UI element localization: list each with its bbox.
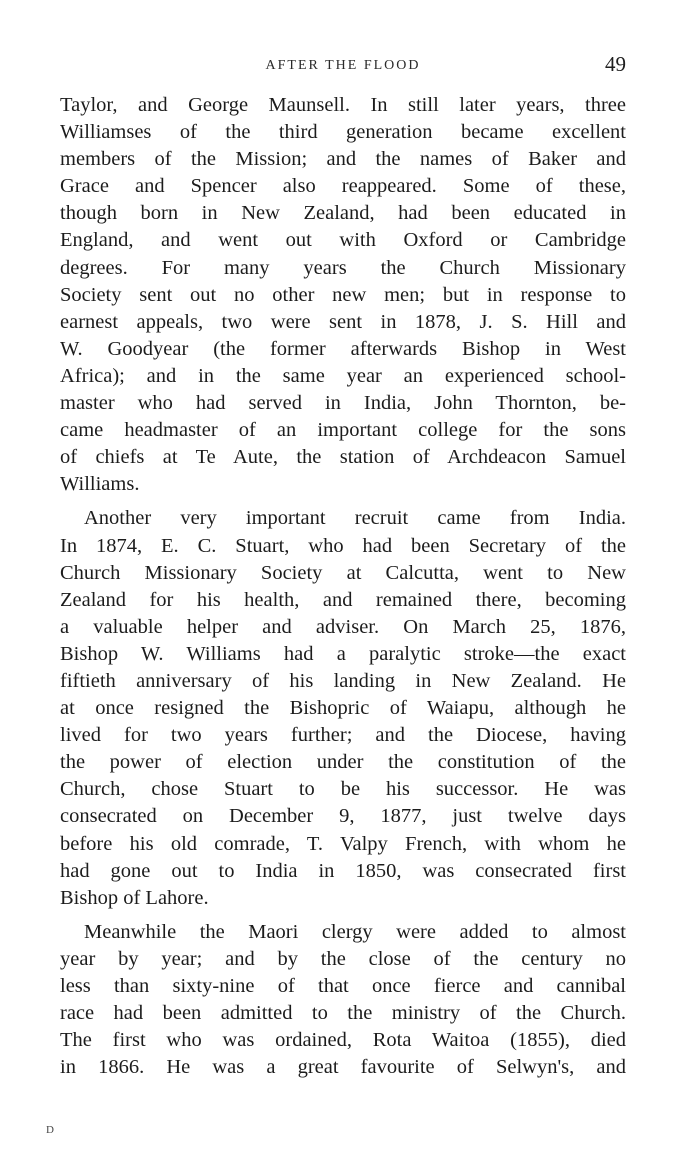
text-line: fiftieth anniversary of his landing in New Zealand. He <box>60 669 626 692</box>
text-line: Zealand for his health, and remained there, becoming <box>60 588 626 611</box>
text-line: Grace and Spencer also reappeared. Some of these, <box>60 175 626 198</box>
text-line: lived for two years further; and the Diocese, having <box>60 724 626 747</box>
text-line: Bishop W. Williams had a paralytic stroke—the exact <box>60 642 626 665</box>
text-line: the power of election under the constitution of the <box>60 751 626 774</box>
text-line: came headmaster of an important college for the sons <box>60 419 626 442</box>
text-line: England, and went out with Oxford or Cambridge <box>60 229 626 252</box>
page-number: 49 <box>605 52 626 76</box>
text-line: Society sent out no other new men; but in response to <box>60 283 626 306</box>
text-line: degrees. For many years the Church Missionary <box>60 256 626 279</box>
paragraph <box>60 505 626 911</box>
running-title: AFTER THE FLOOD <box>265 58 421 73</box>
running-head <box>60 52 626 82</box>
text-line: earnest appeals, two were sent in 1878, J. S. Hill and <box>60 310 626 333</box>
paragraph <box>60 919 626 1082</box>
text-line: Church Missionary Society at Calcutta, went to New <box>60 561 626 584</box>
text-line: Williamses of the third generation became excellent <box>60 121 626 144</box>
text-line: Meanwhile the Maori clergy were added to almost <box>84 920 626 943</box>
text-line: Church, chose Stuart to be his successor. He was <box>60 778 626 801</box>
text-line: Another very important recruit came from India. <box>84 507 626 530</box>
text-line: consecrated on December 9, 1877, just twelve days <box>60 805 626 828</box>
text-line: race had been admitted to the ministry of the Church. <box>60 1002 626 1025</box>
text-line: though born in New Zealand, had been educated in <box>60 202 626 225</box>
text-line: Africa); and in the same year an experienced school- <box>60 364 626 387</box>
text-line: master who had served in India, John Thornton, be- <box>60 392 626 415</box>
text-line: in 1866. He was a great favourite of Selwyn's, and <box>60 1056 626 1079</box>
text-line: Taylor, and George Maunsell. In still later years, three <box>60 94 626 116</box>
text-line: year by year; and by the close of the century no <box>60 947 626 970</box>
text-line: Williams. <box>60 473 140 496</box>
text-line: of chiefs at Te Aute, the station of Archdeacon Samuel <box>60 446 626 469</box>
paragraph-gap <box>60 498 626 505</box>
text-line: a valuable helper and adviser. On March 25, 1876, <box>60 615 626 638</box>
text-line: less than sixty-nine of that once fierce and cannibal <box>60 975 626 997</box>
body-text <box>60 92 626 1081</box>
text-line: members of the Mission; and the names of Baker and <box>60 148 626 171</box>
text-line: had gone out to India in 1850, was consecrated first <box>60 859 626 882</box>
text-line: W. Goodyear (the former afterwards Bishop in West <box>60 337 626 360</box>
signature-mark: D <box>46 1124 54 1136</box>
text-line: at once resigned the Bishopric of Waiapu, although he <box>60 697 626 720</box>
text-line: The first who was ordained, Rota Waitoa (1855), died <box>60 1029 626 1052</box>
text-line: In 1874, E. C. Stuart, who had been Secretary of the <box>60 534 626 557</box>
paragraph-gap <box>60 912 626 919</box>
text-line: before his old comrade, T. Valpy French, with whom he <box>60 832 626 855</box>
text-line: Bishop of Lahore. <box>60 886 209 909</box>
paragraph <box>60 92 626 498</box>
